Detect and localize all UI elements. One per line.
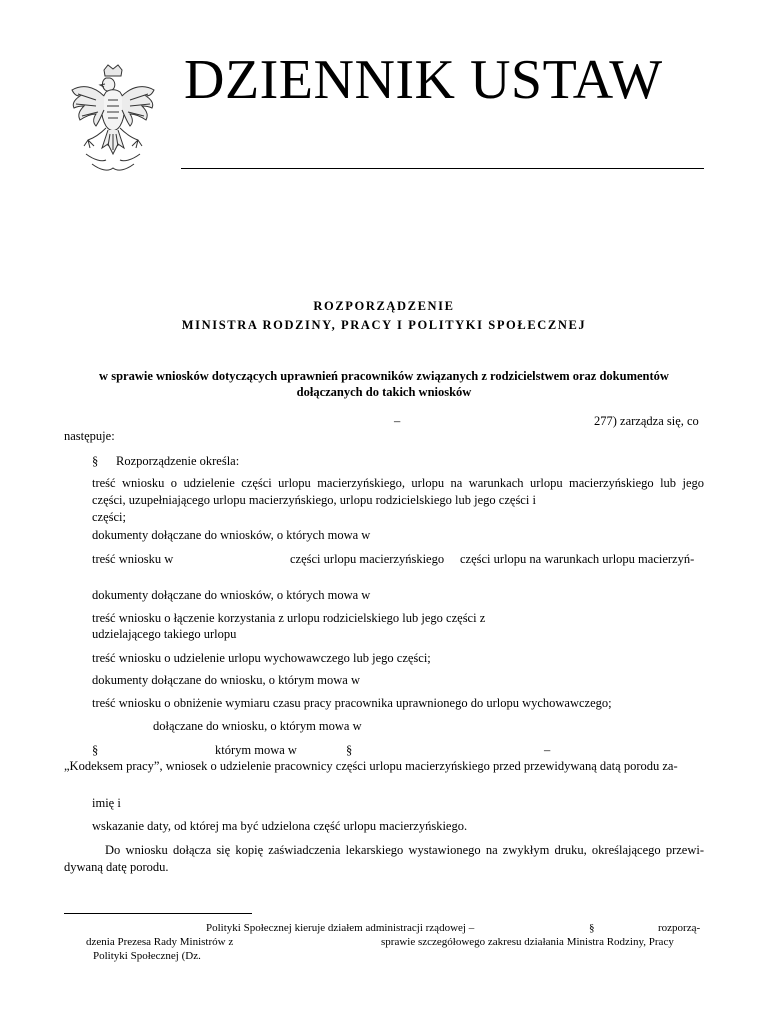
footnote-line-3: Polityki Społecznej (Dz.: [93, 950, 201, 962]
paragraph-line-1: Do wniosku dołącza się kopię zaświadczenia lekarskiego wystawionego na zwykłym druku, określającego przewi-: [105, 843, 704, 857]
section-2-a: którym mowa w: [215, 743, 297, 757]
document-subject: [64, 368, 704, 400]
footnote-divider: [64, 913, 252, 914]
list-item-1-line-2: części, uzupełniającego urlopu macierzyńskiego, urlopu rodzicielskiego lub jego części i: [92, 493, 536, 507]
section-1-mark: §: [92, 454, 99, 468]
preamble-dash: –: [394, 414, 401, 428]
footnote-line-1-c: rozporzą-: [658, 922, 701, 934]
list-item-6: treść wniosku o udzielenie urlopu wychowawczego lub jego części;: [92, 651, 431, 665]
list-item-5-line-1: treść wniosku o łączenie korzystania z urlopu rodzicielskiego lub jego części z: [92, 611, 486, 625]
footnote-line-2-b: sprawie szczegółowego zakresu działania Ministra Rodziny, Pracy: [381, 936, 674, 948]
list-item-11: wskazanie daty, od której ma być udzielona część urlopu macierzyńskiego.: [92, 819, 468, 833]
list-item-3-b: części urlopu macierzyńskiego: [290, 552, 445, 566]
list-item-5-line-2: udzielającego takiego urlopu: [92, 627, 237, 641]
subject-line-2: dołączanych do takich wniosków: [296, 385, 472, 399]
list-item-7: dokumenty dołączane do wniosku, o którym mowa w: [92, 673, 361, 687]
list-item-4: dokumenty dołączane do wniosków, o których mowa w: [92, 588, 371, 602]
section-2-b: §: [346, 743, 353, 757]
list-item-1-line-3: części;: [92, 510, 127, 524]
paragraph-line-2: dywaną datę porodu.: [64, 860, 169, 874]
list-item-1-line-1: treść wniosku o udzielenie części urlopu macierzyńskiego, urlopu na warunkach urlopu macierzyńskiego lub jego: [92, 476, 704, 490]
section-2-line-2: „Kodeksem pracy”, wniosek o udzielenie pracownicy części urlopu macierzyńskiego przed przewidywaną datą porodu za-: [64, 759, 678, 773]
list-item-8: treść wniosku o obniżenie wymiaru czasu pracy pracownika uprawnionego do urlopu wychowawczego;: [92, 696, 612, 710]
paragraph-attachment: [64, 842, 704, 876]
subject-line-1: w sprawie wniosków dotyczących uprawnień pracowników związanych z rodzicielstwem oraz dokumentów: [99, 369, 669, 383]
section-2-dash: –: [544, 743, 551, 757]
polish-eagle-emblem-icon: [66, 64, 160, 176]
footnote-line-1-a: Polityki Społecznej kieruje działem administracji rządowej –: [206, 922, 475, 934]
section-1-text: Rozporządzenie określa:: [116, 454, 240, 468]
preamble-tail: 277) zarządza się, co: [594, 414, 699, 428]
footnote-line-1-b: §: [589, 922, 595, 934]
preamble-line-2: następuje:: [64, 429, 115, 443]
list-item-3-c: części urlopu na warunkach urlopu macierzyń-: [460, 552, 695, 566]
list-item-9: dołączane do wniosku, o którym mowa w: [153, 719, 362, 733]
masthead-divider: [181, 168, 704, 169]
list-item-1: [92, 475, 704, 526]
footnote-line-2-a: dzenia Prezesa Rady Ministrów z: [86, 936, 234, 948]
section-2-mark: §: [92, 743, 99, 757]
list-item-3-a: treść wniosku w: [92, 552, 174, 566]
document-type: ROZPORZĄDZENIE: [313, 299, 455, 313]
document-issuer: MINISTRA RODZINY, PRACY I POLITYKI SPOŁECZNEJ: [181, 318, 587, 332]
list-item-10: imię i: [92, 796, 121, 810]
masthead-title: DZIENNIK USTAW: [184, 49, 663, 111]
list-item-2: dokumenty dołączane do wniosków, o których mowa w: [92, 528, 371, 542]
